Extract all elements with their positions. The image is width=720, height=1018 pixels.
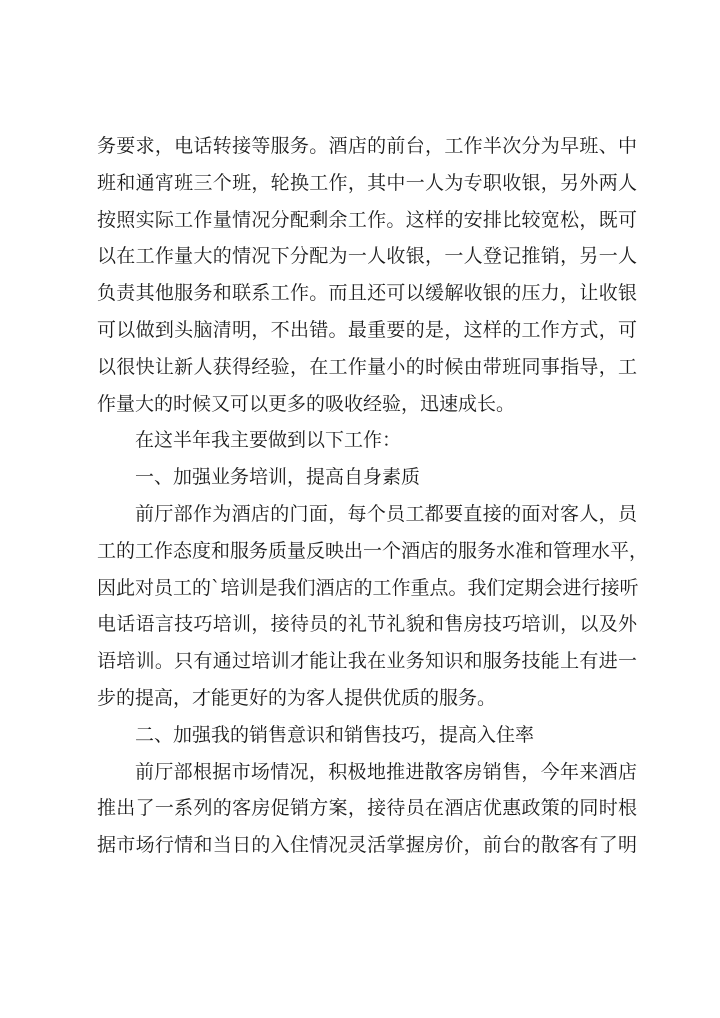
text-line: 前厅部根据市场情况，积极地推进散客房销售，今年来酒店 (135, 760, 637, 783)
text-line: 前厅部作为酒店的门面，每个员工都要直接的面对客人，员 (135, 502, 637, 525)
paragraph-training (97, 496, 649, 717)
text-line: 语培训。只有通过培训才能让我在业务知识和服务技能上有进一 (97, 650, 637, 673)
paragraph-sales (97, 754, 637, 864)
text-line: 电话语言技巧培训，接待员的礼节礼貌和售房技巧培训，以及外 (97, 613, 637, 636)
text-line: 推出了一系列的客房促销方案，接待员在酒店优惠政策的同时根 (97, 797, 637, 820)
section-heading-training (97, 459, 637, 496)
text-line: 因此对员工的`培训是我们酒店的工作重点。我们定期会进行接听 (97, 576, 639, 599)
text-line: 以很快让新人获得经验，在工作量小的时候由带班同事指导，工 (97, 355, 637, 378)
text-line: 二、加强我的销售意识和销售技巧，提高入住率 (135, 723, 535, 746)
text-line: 作量大的时候又可以更多的吸收经验，迅速成长。 (97, 392, 516, 415)
document-body (97, 128, 649, 864)
text-line: 负责其他服务和联系工作。而且还可以缓解收银的压力，让收银 (97, 282, 637, 305)
text-line: 务要求，电话转接等服务。酒店的前台，工作半次分为早班、中 (97, 135, 637, 157)
text-line: 以在工作量大的情况下分配为一人收银，一人登记推销，另一人 (97, 245, 637, 268)
text-line: 工的工作态度和服务质量反映出一个酒店的服务水准和管理水平， (97, 539, 649, 562)
section-heading-sales (97, 717, 637, 754)
text-line: 可以做到头脑清明，不出错。最重要的是，这样的工作方式，可 (97, 318, 637, 341)
paragraph-work-intro (97, 422, 637, 459)
text-line: 按照实际工作量情况分配剩余工作。这样的安排比较宽松，既可 (97, 208, 637, 231)
paragraph-shift-arrangement (97, 128, 637, 422)
text-line: 班和通宵班三个班，轮换工作，其中一人为专职收银，另外两人 (97, 171, 637, 194)
text-line: 一、加强业务培训，提高自身素质 (135, 466, 421, 489)
text-line: 据市场行情和当日的入住情况灵活掌握房价，前台的散客有了明 (97, 834, 637, 857)
text-line: 步的提高，才能更好的为客人提供优质的服务。 (97, 686, 497, 709)
text-line: 在这半年我主要做到以下工作： (135, 429, 402, 452)
